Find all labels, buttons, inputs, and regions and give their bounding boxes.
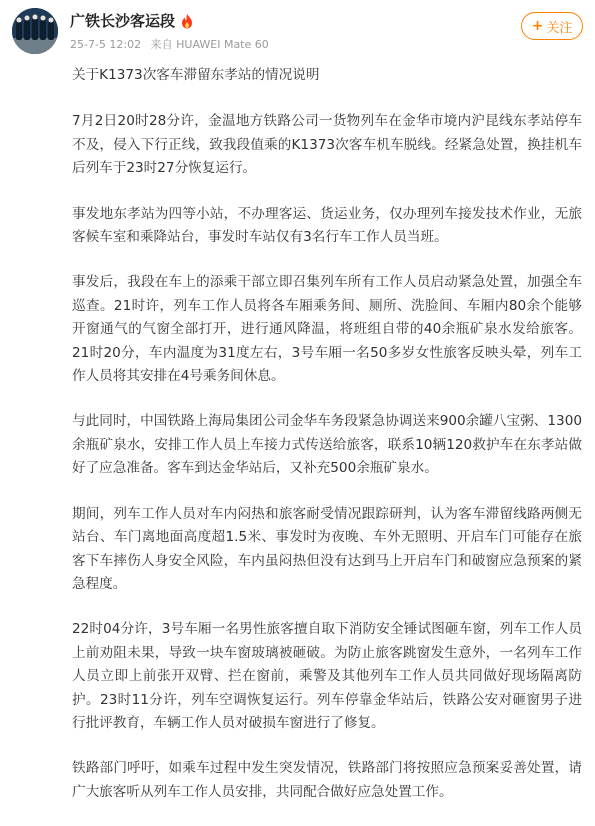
post-meta (70, 36, 275, 52)
author-name[interactable]: 广铁长沙客运段 (70, 12, 176, 30)
avatar[interactable] (12, 8, 58, 54)
post-content (72, 64, 582, 826)
post-source: 来自 HUAWEI Mate 60 (150, 38, 269, 51)
post-paragraph: 7月2日20时28分许，金温地方铁路公司一货物列车在金华市境内沪昆线东孝站停车不及，侵入下行正线，致我段值乘的K1373次客车机车脱线。经紧急处置，换挂机车后列车于23时27分恢复运行。 (72, 113, 582, 177)
post-paragraph: 事发地东孝站为四等小站，不办理客运、货运业务，仅办理列车接发技术作业，无旅客候车室和乘降站台，事发时车站仅有3名行车工作人员当班。 (72, 205, 582, 246)
post-paragraph: 与此同时，中国铁路上海局集团公司金华车务段紧急协调送来900余罐八宝粥、1300余瓶矿泉水，安排工作人员上车接力式传送给旅客，联系10辆120救护车在东孝站做好了应急准备。客车到达金华站后，又补充500余瓶矿泉水。 (72, 413, 582, 477)
post-header (0, 0, 595, 64)
post-paragraph: 铁路部门呼吁，如乘车过程中发生突发情况，铁路部门将按照应急预案妥善处置，请广大旅客听从列车工作人员安排，共同配合做好应急处置工作。 (72, 760, 582, 800)
post-timestamp: 25-7-5 12:02 (70, 38, 142, 51)
plus-icon: + (531, 18, 544, 34)
post-paragraph: 22时04分许，3号车厢一名男性旅客擅自取下消防安全锤试图砸车窗，列车工作人员上前劝阻未果，导致一块车窗玻璃被砸破。为防止旅客跳窗发生意外，一名列车工作人员立即上前张开双臂、拦在窗前，乘警及其他列车工作人员共同做好现场隔离防护。23时11分许，列车空调恢复运行。列车停靠金华站后，铁路公安对砸窗男子进行批评教育，车辆工作人员对破损车窗进行了修复。 (72, 621, 582, 731)
post-paragraph: 期间，列车工作人员对车内闷热和旅客耐受情况跟踪研判，认为客车滞留线路两侧无站台、车门离地面高度超1.5米、事发时为夜晚、车外无照明、开启车门可能存在旅客下车摔伤人身安全风险，车内虽闷热但没有达到马上开启车门和破窗应急预案的紧急程度。 (72, 505, 582, 592)
follow-button[interactable] (521, 12, 583, 40)
post-paragraph: 事发后，我段在车上的添乘干部立即召集列车所有工作人员启动紧急处置，加强全车巡查。21时许，列车工作人员将各车厢乘务间、厕所、洗脸间、车厢内80余个能够开窗通气的气窗全部打开，进行通风降温，将班组自带的40余瓶矿泉水发给旅客。21时20分，车内温度为31度左右，3号车厢一名50多岁女性旅客反映头晕，列车工作人员将其安排在4号乘务间休息。 (72, 274, 582, 385)
post-title: 关于K1373次客车滞留东孝站的情况说明 (72, 67, 320, 83)
fire-icon (180, 13, 194, 29)
follow-label: 关注 (546, 20, 573, 36)
author-row (70, 10, 194, 31)
